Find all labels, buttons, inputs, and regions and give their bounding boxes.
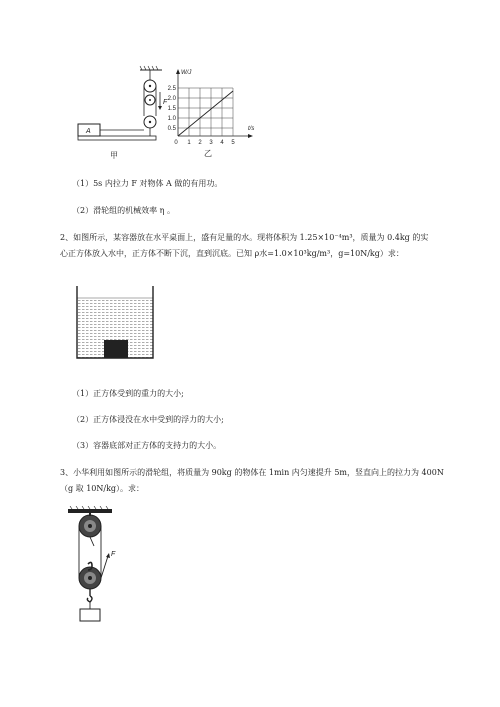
submerged-cube — [104, 340, 128, 358]
figure-pulley-and-graph — [70, 62, 270, 164]
caption-yi: 乙 — [204, 149, 212, 158]
force-label-2: F — [111, 551, 116, 558]
block-a-label: A — [86, 128, 91, 135]
x-tick: 2 — [198, 140, 202, 146]
x-tick: 3 — [209, 140, 213, 146]
x-tick: 0 — [174, 140, 178, 146]
q2-sub-1: （1）正方体受到的重力的大小; — [72, 389, 184, 398]
q2-sub-2: （2）正方体浸没在水中受到的浮力的大小; — [72, 415, 224, 424]
force-label-1: F — [163, 99, 168, 106]
graph-y-label: W/J — [181, 70, 192, 76]
q1-sub-2: （2）滑轮组的机械效率 η 。 — [72, 206, 175, 215]
figure-water-container — [74, 284, 158, 362]
figure-pulley-system — [64, 506, 134, 626]
graph-x-label: t/s — [248, 126, 255, 132]
q1-sub-1: （1）5s 内拉力 F 对物体 A 做的有用功。 — [72, 179, 223, 188]
q2-line-1: 2、如图所示，某容器放在水平桌面上，盛有足量的水。现将体积为 1.25×10⁻⁴m³，质量为 0.4kg 的实 — [60, 233, 429, 242]
q3-line-2: （g 取 10N/kg）。求： — [60, 484, 145, 493]
y-tick: 1.0 — [167, 116, 176, 122]
load-box — [80, 609, 100, 621]
y-tick: 1.5 — [167, 106, 176, 112]
y-tick: 0.5 — [167, 126, 176, 132]
x-tick: 1 — [187, 140, 191, 146]
x-tick: 4 — [220, 140, 224, 146]
q2-sub-3: （3）容器底部对正方体的支持力的大小。 — [72, 441, 222, 450]
w-t-graph — [168, 69, 255, 158]
q2-line-2: 心正方体放入水中，正方体不断下沉，直到沉底。已知 ρ水=1.0×10³kg/m³，g=10N/kg）求： — [60, 249, 404, 258]
caption-jia: 甲 — [110, 151, 118, 160]
y-tick: 2.5 — [167, 86, 176, 92]
y-tick: 2.0 — [167, 96, 176, 102]
q3-line-1: 3、小华利用如图所示的滑轮组，将质量为 90kg 的物体在 1min 内匀速提升 5m，竖直向上的拉力为 400N — [60, 468, 444, 477]
x-tick: 5 — [231, 140, 235, 146]
